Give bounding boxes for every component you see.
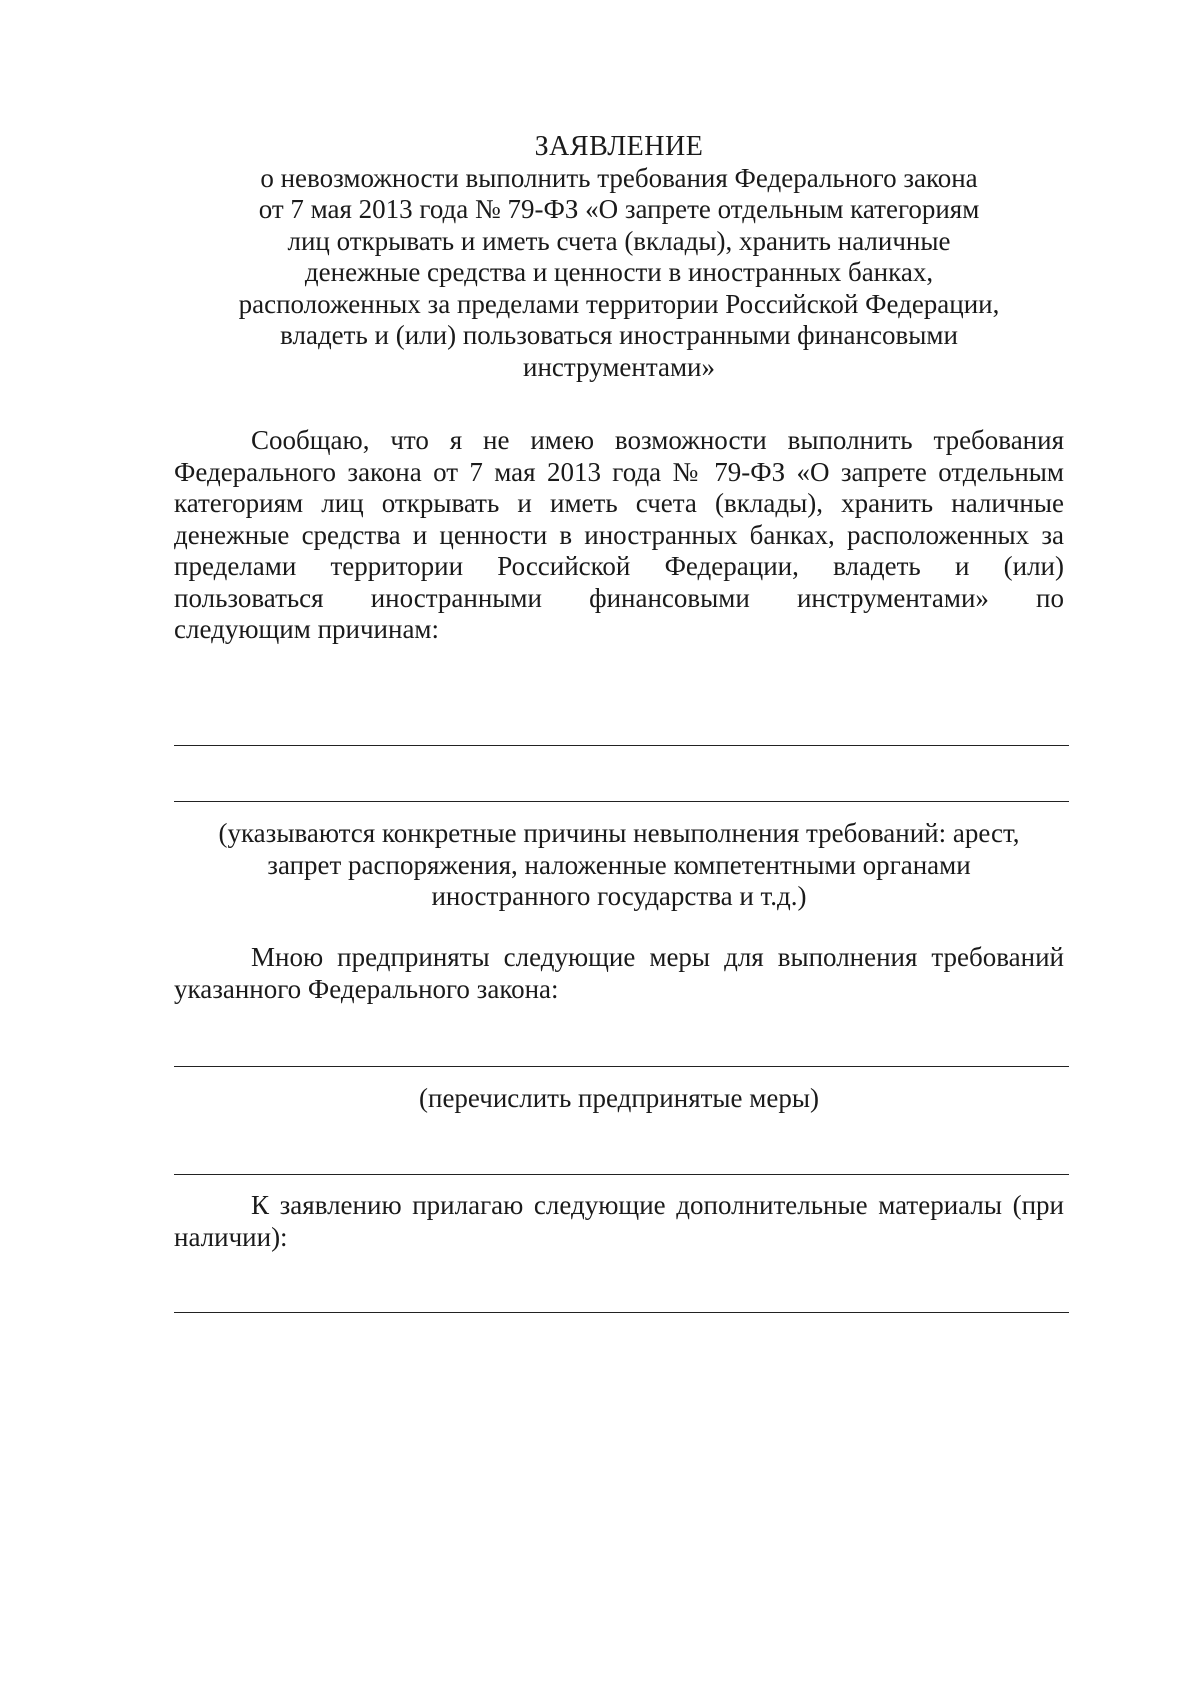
paragraph-line: категориям лиц открывать и иметь счета (вклады), хранить наличные [174, 488, 1064, 518]
hint-line: иностранного государства и т.д.) [431, 881, 807, 911]
paragraph-line: Мною предприняты следующие меры для выполнения требований [251, 942, 1064, 972]
hint-line: (перечислить предпринятые меры) [419, 1083, 819, 1113]
subtitle-line: о невозможности выполнить требования Федерального закона [260, 162, 978, 193]
measures-paragraph [174, 942, 1064, 1005]
subtitle-line: инструментами» [523, 351, 715, 382]
paragraph-line: наличии): [174, 1221, 288, 1252]
measures-hint [174, 1083, 1064, 1115]
document-header [174, 131, 1064, 383]
attachments-fill-line[interactable] [174, 1312, 1069, 1313]
subtitle-line: денежные средства и ценности в иностранных банках, [304, 257, 934, 287]
subtitle-line: расположенных за пределами территории Российской Федерации, [238, 288, 1000, 319]
paragraph-line: Сообщаю, что я не имею возможности выполнить требования [251, 425, 1064, 455]
hint-line: запрет распоряжения, наложенные компетентными органами [267, 849, 971, 880]
paragraph-line: Федерального закона от 7 мая 2013 года № 79-ФЗ «О запрете отдельным [174, 456, 1064, 487]
reasons-hint [174, 818, 1064, 913]
paragraph-line: указанного Федерального закона: [174, 973, 559, 1004]
paragraph-line: пользоваться иностранными финансовыми инструментами» по [174, 582, 1064, 613]
paragraph-line: следующим причинам: [174, 614, 440, 644]
document-title: ЗАЯВЛЕНИЕ [534, 131, 704, 162]
subtitle-line: владеть и (или) пользоваться иностранными финансовыми [280, 320, 958, 350]
measures-fill-line[interactable] [174, 1174, 1069, 1175]
subtitle-line: от 7 мая 2013 года № 79-ФЗ «О запрете отдельным категориям [258, 194, 980, 224]
paragraph-line: пределами территории Российской Федерации, владеть и (или) [174, 551, 1064, 581]
reasons-fill-line[interactable] [174, 745, 1069, 746]
attachments-paragraph [174, 1190, 1064, 1253]
measures-fill-line[interactable] [174, 1066, 1069, 1067]
paragraph-line: К заявлению прилагаю следующие дополнительные материалы (при [251, 1190, 1064, 1220]
reasons-fill-line[interactable] [174, 801, 1069, 802]
subtitle-line: лиц открывать и иметь счета (вклады), хранить наличные [287, 225, 951, 256]
hint-line: (указываются конкретные причины невыполнения требований: арест, [218, 818, 1020, 848]
statement-paragraph [174, 425, 1064, 646]
paragraph-line: денежные средства и ценности в иностранных банках, расположенных за [174, 519, 1064, 550]
